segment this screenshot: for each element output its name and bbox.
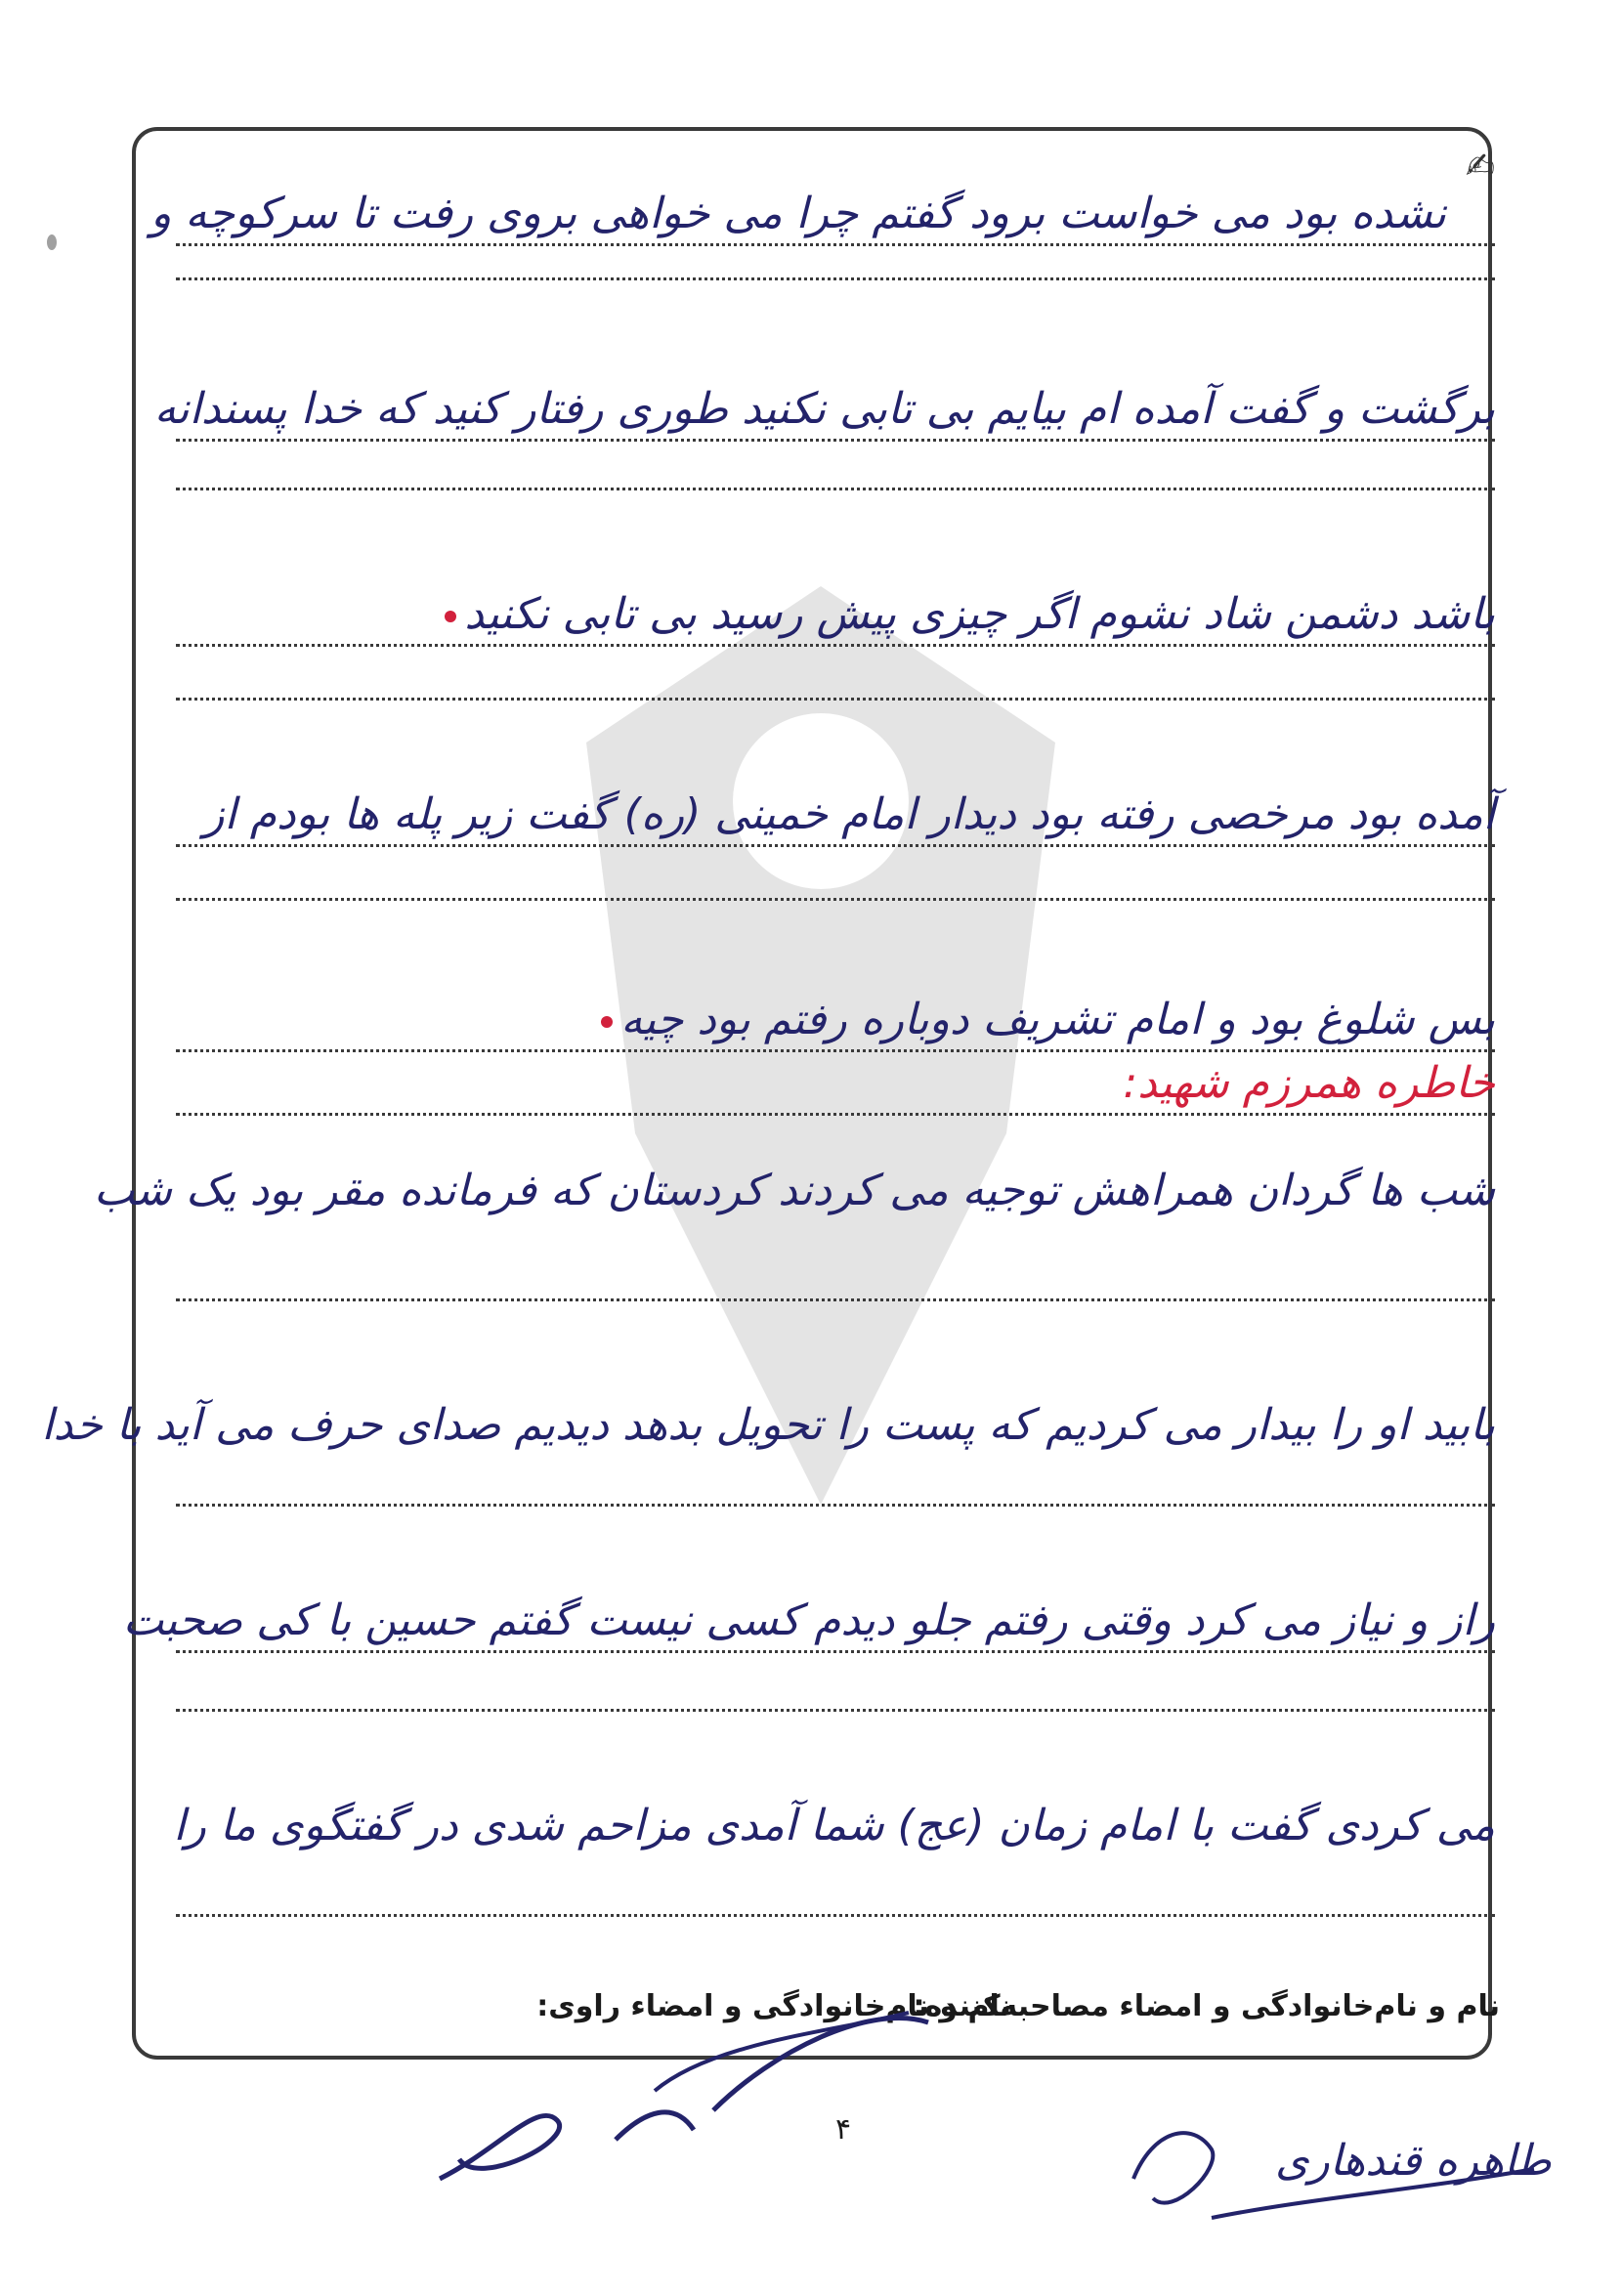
stray-mark [47, 234, 57, 250]
line-text-content: باشد دشمن شاد نشوم اگر چیزی پیش رسید بی تابی نکنید [464, 589, 1495, 639]
narrator-signature-name: طاهره قندهاری [1275, 2136, 1552, 2186]
blank-rule [176, 1407, 1495, 1524]
dotted-rule [176, 898, 1495, 901]
line-text: راز و نیاز می کرد وقتی رفتم جلو دیدم کسی نیست گفتم حسین با کی صحبت [122, 1595, 1495, 1645]
pen-icon: ✍ [1465, 147, 1495, 187]
blank-rule [176, 1612, 1495, 1729]
dotted-rule [176, 277, 1495, 280]
dotted-rule [176, 488, 1495, 490]
dotted-rule [176, 1113, 1495, 1116]
blank-rule [176, 181, 1495, 298]
interviewer-signature [420, 1993, 948, 2208]
dotted-rule [176, 1298, 1495, 1301]
line-text: برگشت و گفت آمده ام بیایم بی تابی نکنید طوری رفتار کنید که خدا پسندانه [153, 384, 1495, 434]
interviewer-signature-label: نام و نام‌خانوادگی و امضاء مصاحبه‌کننده: [913, 1989, 1500, 2023]
blank-rule [176, 1817, 1495, 1935]
line-text: آمده بود مرخصی رفته بود دیدار امام خمینی (ره) گفت زیر پله ها بودم از [203, 789, 1495, 839]
blank-rule [176, 801, 1495, 918]
blank-rule [176, 391, 1495, 508]
line-text-content: بس شلوغ بود و امام تشریف دوباره رفتم بود چیه [620, 995, 1495, 1044]
dotted-rule [176, 1914, 1495, 1917]
dotted-rule [176, 1504, 1495, 1507]
dotted-rule [176, 698, 1495, 701]
line-text: نشده بود می خواست برود گفتم چرا می خواهی بروی رفت تا سرکوچه و [150, 189, 1446, 238]
narrator-signature-label: نام و نام‌خانوادگی و امضاء راوی: [536, 1989, 1011, 2023]
line-text: می کردی گفت با امام زمان (عج) شما آمدی مزاحم شدی در گفتگوی ما را [173, 1801, 1495, 1850]
line-text: شب ها گردان همراهش توجیه می کردند کردستان که فرمانده مقر بود یک شب [93, 1166, 1495, 1215]
section-heading: خاطره همرزم شهید: [1123, 1058, 1495, 1108]
page-number: ۴ [835, 2112, 852, 2147]
line-text: بابید او را بیدار می کردیم که پست را تحویل بدهد دیدیم صدای حرف می آید با خدا [41, 1400, 1495, 1450]
line-6 [176, 1016, 1495, 1133]
dotted-rule [176, 1709, 1495, 1712]
blank-rule [176, 1202, 1495, 1319]
blank-rule [176, 601, 1495, 718]
